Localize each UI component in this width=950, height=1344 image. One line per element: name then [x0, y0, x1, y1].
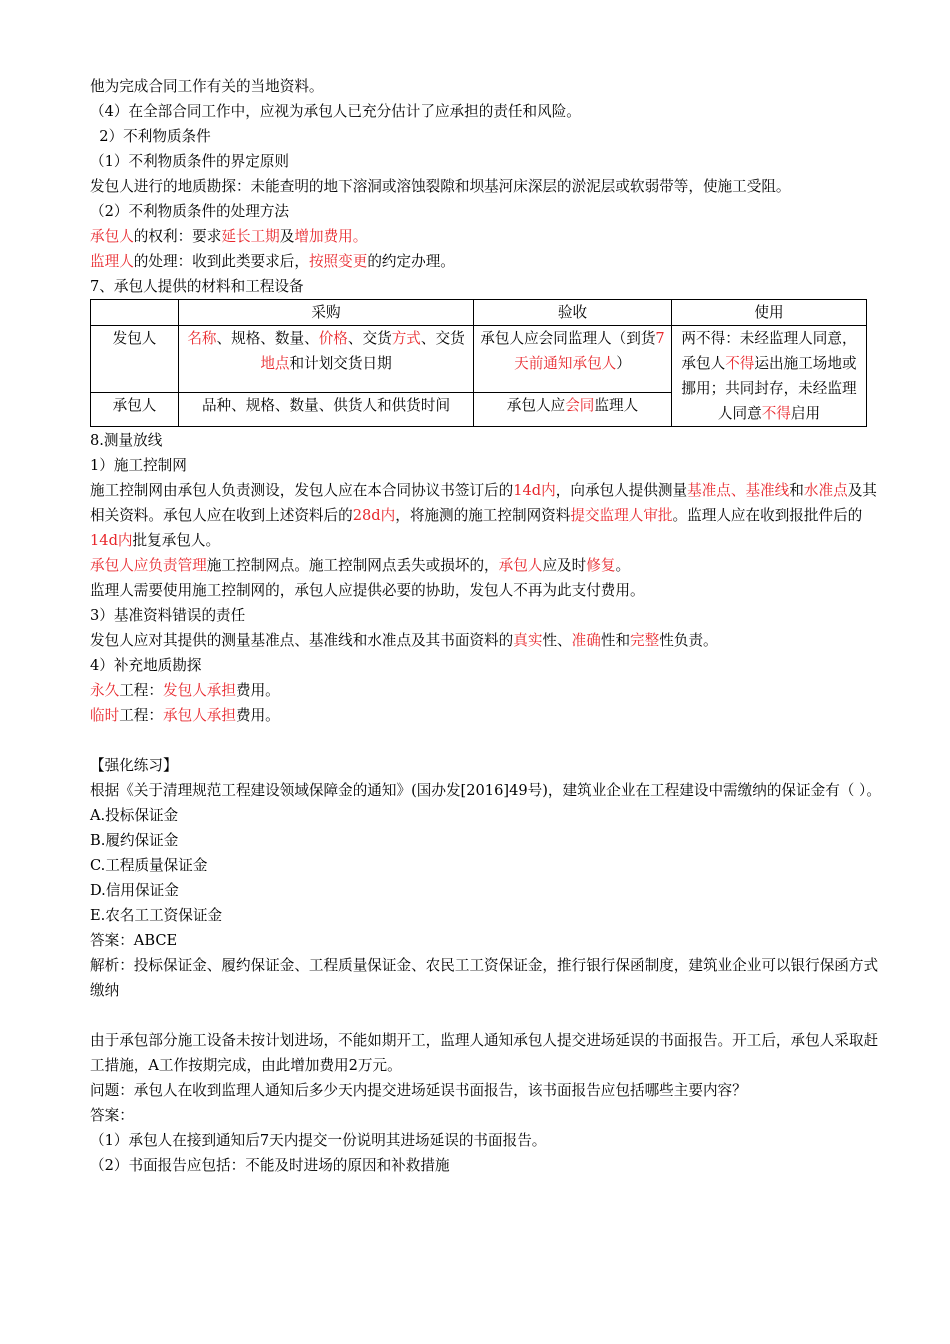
option-e: E.农名工工资保证金	[90, 907, 223, 924]
text: 运出施工场地或挪用；共同封存，未经监理人同意	[681, 355, 857, 422]
text: 和	[789, 482, 804, 499]
text: 及	[279, 228, 295, 245]
text: 及其相关资料。承包人应在收到上述资料后的	[90, 482, 877, 524]
row-label: 承包人	[91, 392, 179, 426]
text-red: 提交监理人审批	[570, 507, 673, 524]
permanent-works-line	[90, 678, 885, 703]
text-red: 基准点、基准线	[687, 482, 790, 499]
contractor-purchase-cell: 品种、规格、数量、供货人和供货时间	[179, 392, 474, 426]
intro-line-1: 他为完成合同工作有关的当地资料。	[90, 78, 324, 95]
case-question: 问题：承包人在收到监理人通知后多少天内提交进场延误书面报告，该书面报告应包括哪些主要内容？	[90, 1082, 747, 1099]
text-red: 永久	[90, 682, 120, 699]
intro-line-5: 发包人进行的地质勘探：未能查明的地下溶洞或溶蚀裂隙和坝基河床深层的淤泥层或软弱带等，使施工受阻。	[90, 178, 791, 195]
text: 和计划交货日期	[289, 355, 392, 372]
text-red: 修复	[586, 557, 616, 574]
materials-table	[90, 299, 867, 427]
text: 两不得：未经监理人同意，承包人	[681, 330, 857, 372]
text-red: 方式	[391, 330, 421, 347]
text: 性负责。	[659, 632, 718, 649]
text-red: 按照变更	[308, 253, 368, 270]
text-red: 14d内	[513, 482, 556, 499]
temporary-works-line	[90, 703, 885, 728]
text: 承包人应	[506, 396, 566, 414]
option-c: C.工程质量保证金	[90, 857, 208, 874]
text: 承包人应会同监理人（到货	[480, 330, 656, 347]
intro-line-4: （1）不利物质条件的界定原则	[90, 153, 290, 170]
text: 。	[615, 557, 631, 574]
text-red: 完整	[630, 632, 660, 649]
text: 施工控制网点。施工控制网点丢失或损坏的，	[206, 557, 499, 574]
use-cell	[672, 326, 867, 427]
text-red: 发包人承担	[163, 682, 236, 699]
text-red: 水准点	[803, 482, 848, 499]
text-red: 地点	[260, 355, 290, 372]
text-red: 会同	[565, 396, 595, 414]
option-b: B.履约保证金	[90, 832, 179, 849]
text: 应及时	[542, 557, 587, 574]
control-network-management-line	[90, 553, 885, 578]
text: ，向承包人提供测量	[555, 482, 688, 499]
text-red: 承包人应负责管理	[90, 557, 207, 574]
text-red: 名称	[187, 330, 217, 347]
text-red: 不得	[725, 355, 755, 372]
text-red: 28d内	[352, 507, 396, 524]
intro-line-2: （4）在全部合同工作中，应视为承包人已充分估计了应承担的责任和风险。	[90, 103, 581, 120]
employer-acceptance-cell	[474, 326, 672, 393]
text: 。监理人应在收到报批件后的	[672, 507, 863, 524]
text: 发包人应对其提供的测量基准点、基准线和水准点及其书面资料的	[90, 632, 514, 649]
text: 工程：	[119, 682, 163, 699]
heading-adverse-conditions: 2）不利物质条件	[90, 128, 211, 145]
text: ）	[616, 355, 631, 372]
document-body	[90, 74, 885, 1178]
practice-title: 【强化练习】	[90, 757, 178, 774]
case-answer-1: （1）承包人在接到通知后7天内提交一份说明其进场延误的书面报告。	[90, 1132, 547, 1149]
text: 、交货	[347, 330, 392, 347]
practice-answer: 答案：ABCE	[90, 932, 178, 949]
subheading-control-network: 1）施工控制网	[90, 457, 187, 474]
text: 施工控制网由承包人负责测设，发包人应在本合同协议书签订后的	[90, 482, 514, 499]
text-red: 监理人	[90, 253, 134, 270]
text: 性、	[542, 632, 572, 649]
text-red: 延长工期	[221, 228, 280, 245]
option-a: A.投标保证金	[90, 807, 179, 824]
text: 监理人	[594, 396, 639, 414]
practice-question: 根据《关于清理规范工程建设领域保障金的通知》(国办发[2016]49号)，建筑业企业在工程建设中需缴纳的保证金有（ ）。	[90, 782, 881, 799]
text-red: 承包人	[90, 228, 134, 245]
text-red: 临时	[90, 707, 120, 724]
section7-title: 7、承包人提供的材料和工程设备	[90, 278, 304, 295]
text: 费用。	[235, 707, 280, 724]
option-d: D.信用保证金	[90, 882, 179, 899]
spacer	[90, 1003, 885, 1028]
text-red: 14d内	[90, 532, 133, 549]
text-red: 真实	[513, 632, 543, 649]
control-network-usage-line: 监理人需要使用施工控制网的，承包人应提供必要的协助，发包人不再为此支付费用。	[90, 582, 645, 599]
table-header-cell: 验收	[474, 300, 672, 326]
spacer	[90, 728, 885, 753]
text: 的权利：要求	[133, 228, 222, 245]
text: 、规格、数量、	[216, 330, 319, 347]
text: 的约定办理。	[367, 253, 455, 270]
text-red: 不得	[761, 405, 791, 422]
text-red: 价格	[318, 330, 348, 347]
section8-title: 8.测量放线	[90, 432, 163, 449]
row-label: 发包人	[91, 326, 179, 393]
text-red: 7天前通知承包人	[514, 330, 665, 372]
subheading-datum-error: 3）基准资料错误的责任	[90, 607, 246, 624]
supervisor-handling-line	[90, 249, 885, 274]
text-red: 承包人承担	[163, 707, 236, 724]
text: 批复承包人。	[132, 532, 221, 549]
contractor-acceptance-cell	[474, 392, 672, 426]
table-header-row	[91, 300, 867, 326]
table-header-cell: 使用	[672, 300, 867, 326]
text: ，将施测的施工控制网资料	[395, 507, 571, 524]
table-header-cell: 采购	[179, 300, 474, 326]
table-row	[91, 326, 867, 393]
control-network-paragraph	[90, 478, 885, 553]
text-red: 增加费用。	[294, 228, 368, 245]
intro-line-6: （2）不利物质条件的处理方法	[90, 203, 290, 220]
text: 启用	[790, 405, 821, 422]
text: 工程：	[119, 707, 163, 724]
text: 性和	[600, 632, 631, 649]
case-description: 由于承包部分施工设备未按计划进场，不能如期开工，监理人通知承包人提交进场延误的书面报告。开工后，承包人采取赶工措施，A工作按期完成，由此增加费用2万元。	[90, 1032, 879, 1074]
text-red: 承包人	[498, 557, 543, 574]
case-answer-2: （2）书面报告应包括：不能及时进场的原因和补救措施	[90, 1157, 450, 1174]
contractor-rights-line	[90, 224, 885, 249]
practice-analysis: 解析：投标保证金、履约保证金、工程质量保证金、农民工工资保证金，推行银行保函制度，建筑业企业可以银行保函方式缴纳	[90, 957, 879, 999]
table-header-cell	[91, 300, 179, 326]
subheading-geo-survey: 4）补充地质勘探	[90, 657, 202, 674]
text: 费用。	[235, 682, 280, 699]
case-answer-label: 答案：	[90, 1107, 134, 1124]
employer-purchase-cell	[179, 326, 474, 393]
text: 的处理：收到此类要求后，	[133, 253, 309, 270]
text-red: 准确	[571, 632, 601, 649]
text: 、交货	[420, 330, 465, 347]
datum-responsibility-line	[90, 628, 885, 653]
